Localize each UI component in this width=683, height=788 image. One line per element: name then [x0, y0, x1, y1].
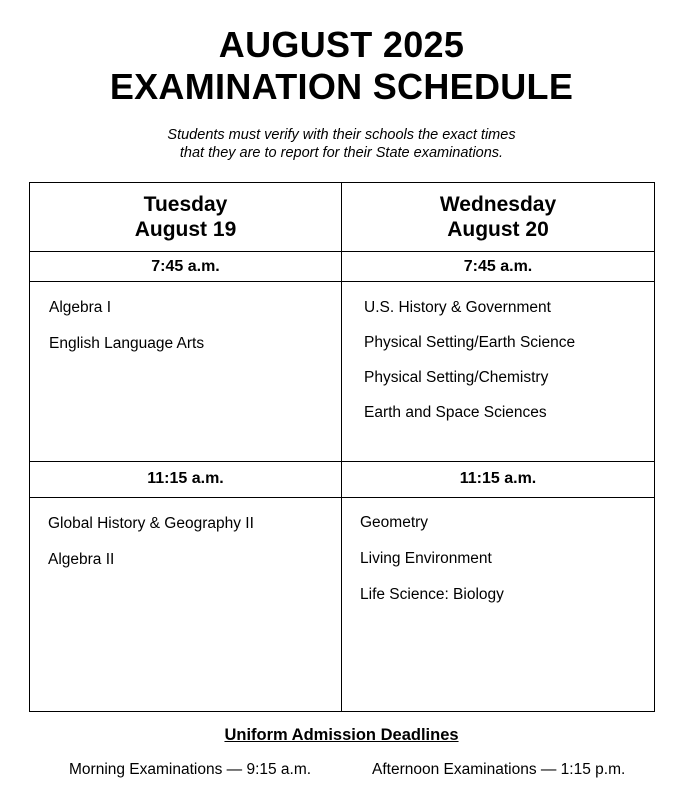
weekday-label: Tuesday: [143, 193, 228, 217]
exam-list: [30, 282, 341, 354]
exams-wednesday-morning: [342, 282, 655, 461]
weekday-label: Wednesday: [439, 193, 557, 217]
day-header-wednesday: [342, 183, 655, 252]
exam-item: English Language Arts: [49, 335, 205, 353]
afternoon-deadline: Afternoon Examinations — 1:15 p.m.: [372, 761, 626, 778]
exam-item: Geometry: [360, 513, 429, 531]
exam-item: U.S. History & Government: [364, 299, 551, 317]
exam-item: Global History & Geography II: [48, 514, 254, 532]
time-slot-tuesday-morning: 7:45 a.m.: [30, 252, 342, 282]
title-line-month: AUGUST 2025: [218, 24, 465, 65]
morning-exams-row: [30, 282, 655, 461]
exams-tuesday-afternoon: [30, 497, 342, 711]
instructions-line-1: Students must verify with their schools the exact times: [167, 127, 516, 143]
exam-item: Physical Setting/Chemistry: [364, 369, 549, 387]
page-title: [0, 24, 683, 108]
exam-item: Algebra I: [49, 299, 112, 317]
exam-list: [30, 498, 341, 570]
afternoon-time-row: [30, 461, 655, 497]
date-label: August 20: [447, 218, 549, 242]
schedule-table: [29, 182, 655, 712]
time-slot-wednesday-morning: 7:45 a.m.: [342, 252, 655, 282]
exam-item: Physical Setting/Earth Science: [364, 334, 576, 352]
day-header-tuesday: [30, 183, 342, 252]
morning-time-row: [30, 252, 655, 282]
exam-item: Living Environment: [360, 549, 492, 567]
afternoon-exams-row: [30, 497, 655, 711]
exam-item: Earth and Space Sciences: [364, 404, 547, 422]
exam-item: Life Science: Biology: [360, 585, 504, 603]
exam-item: Algebra II: [48, 550, 115, 568]
exam-list: [342, 498, 654, 605]
time-slot-wednesday-afternoon: 11:15 a.m.: [342, 461, 655, 497]
exams-tuesday-morning: [30, 282, 342, 461]
day-header-row: [30, 183, 655, 252]
date-label: August 19: [134, 218, 237, 242]
exams-wednesday-afternoon: [342, 497, 655, 711]
instructions-note: [0, 126, 683, 162]
title-line-schedule: EXAMINATION SCHEDULE: [109, 66, 574, 107]
morning-deadline: Morning Examinations — 9:15 a.m.: [69, 761, 312, 778]
instructions-line-2: that they are to report for their State examinations.: [179, 145, 504, 161]
time-slot-tuesday-afternoon: 11:15 a.m.: [30, 461, 342, 497]
admission-deadlines-heading: Uniform Admission Deadlines: [224, 726, 459, 744]
exam-list: [342, 282, 654, 423]
